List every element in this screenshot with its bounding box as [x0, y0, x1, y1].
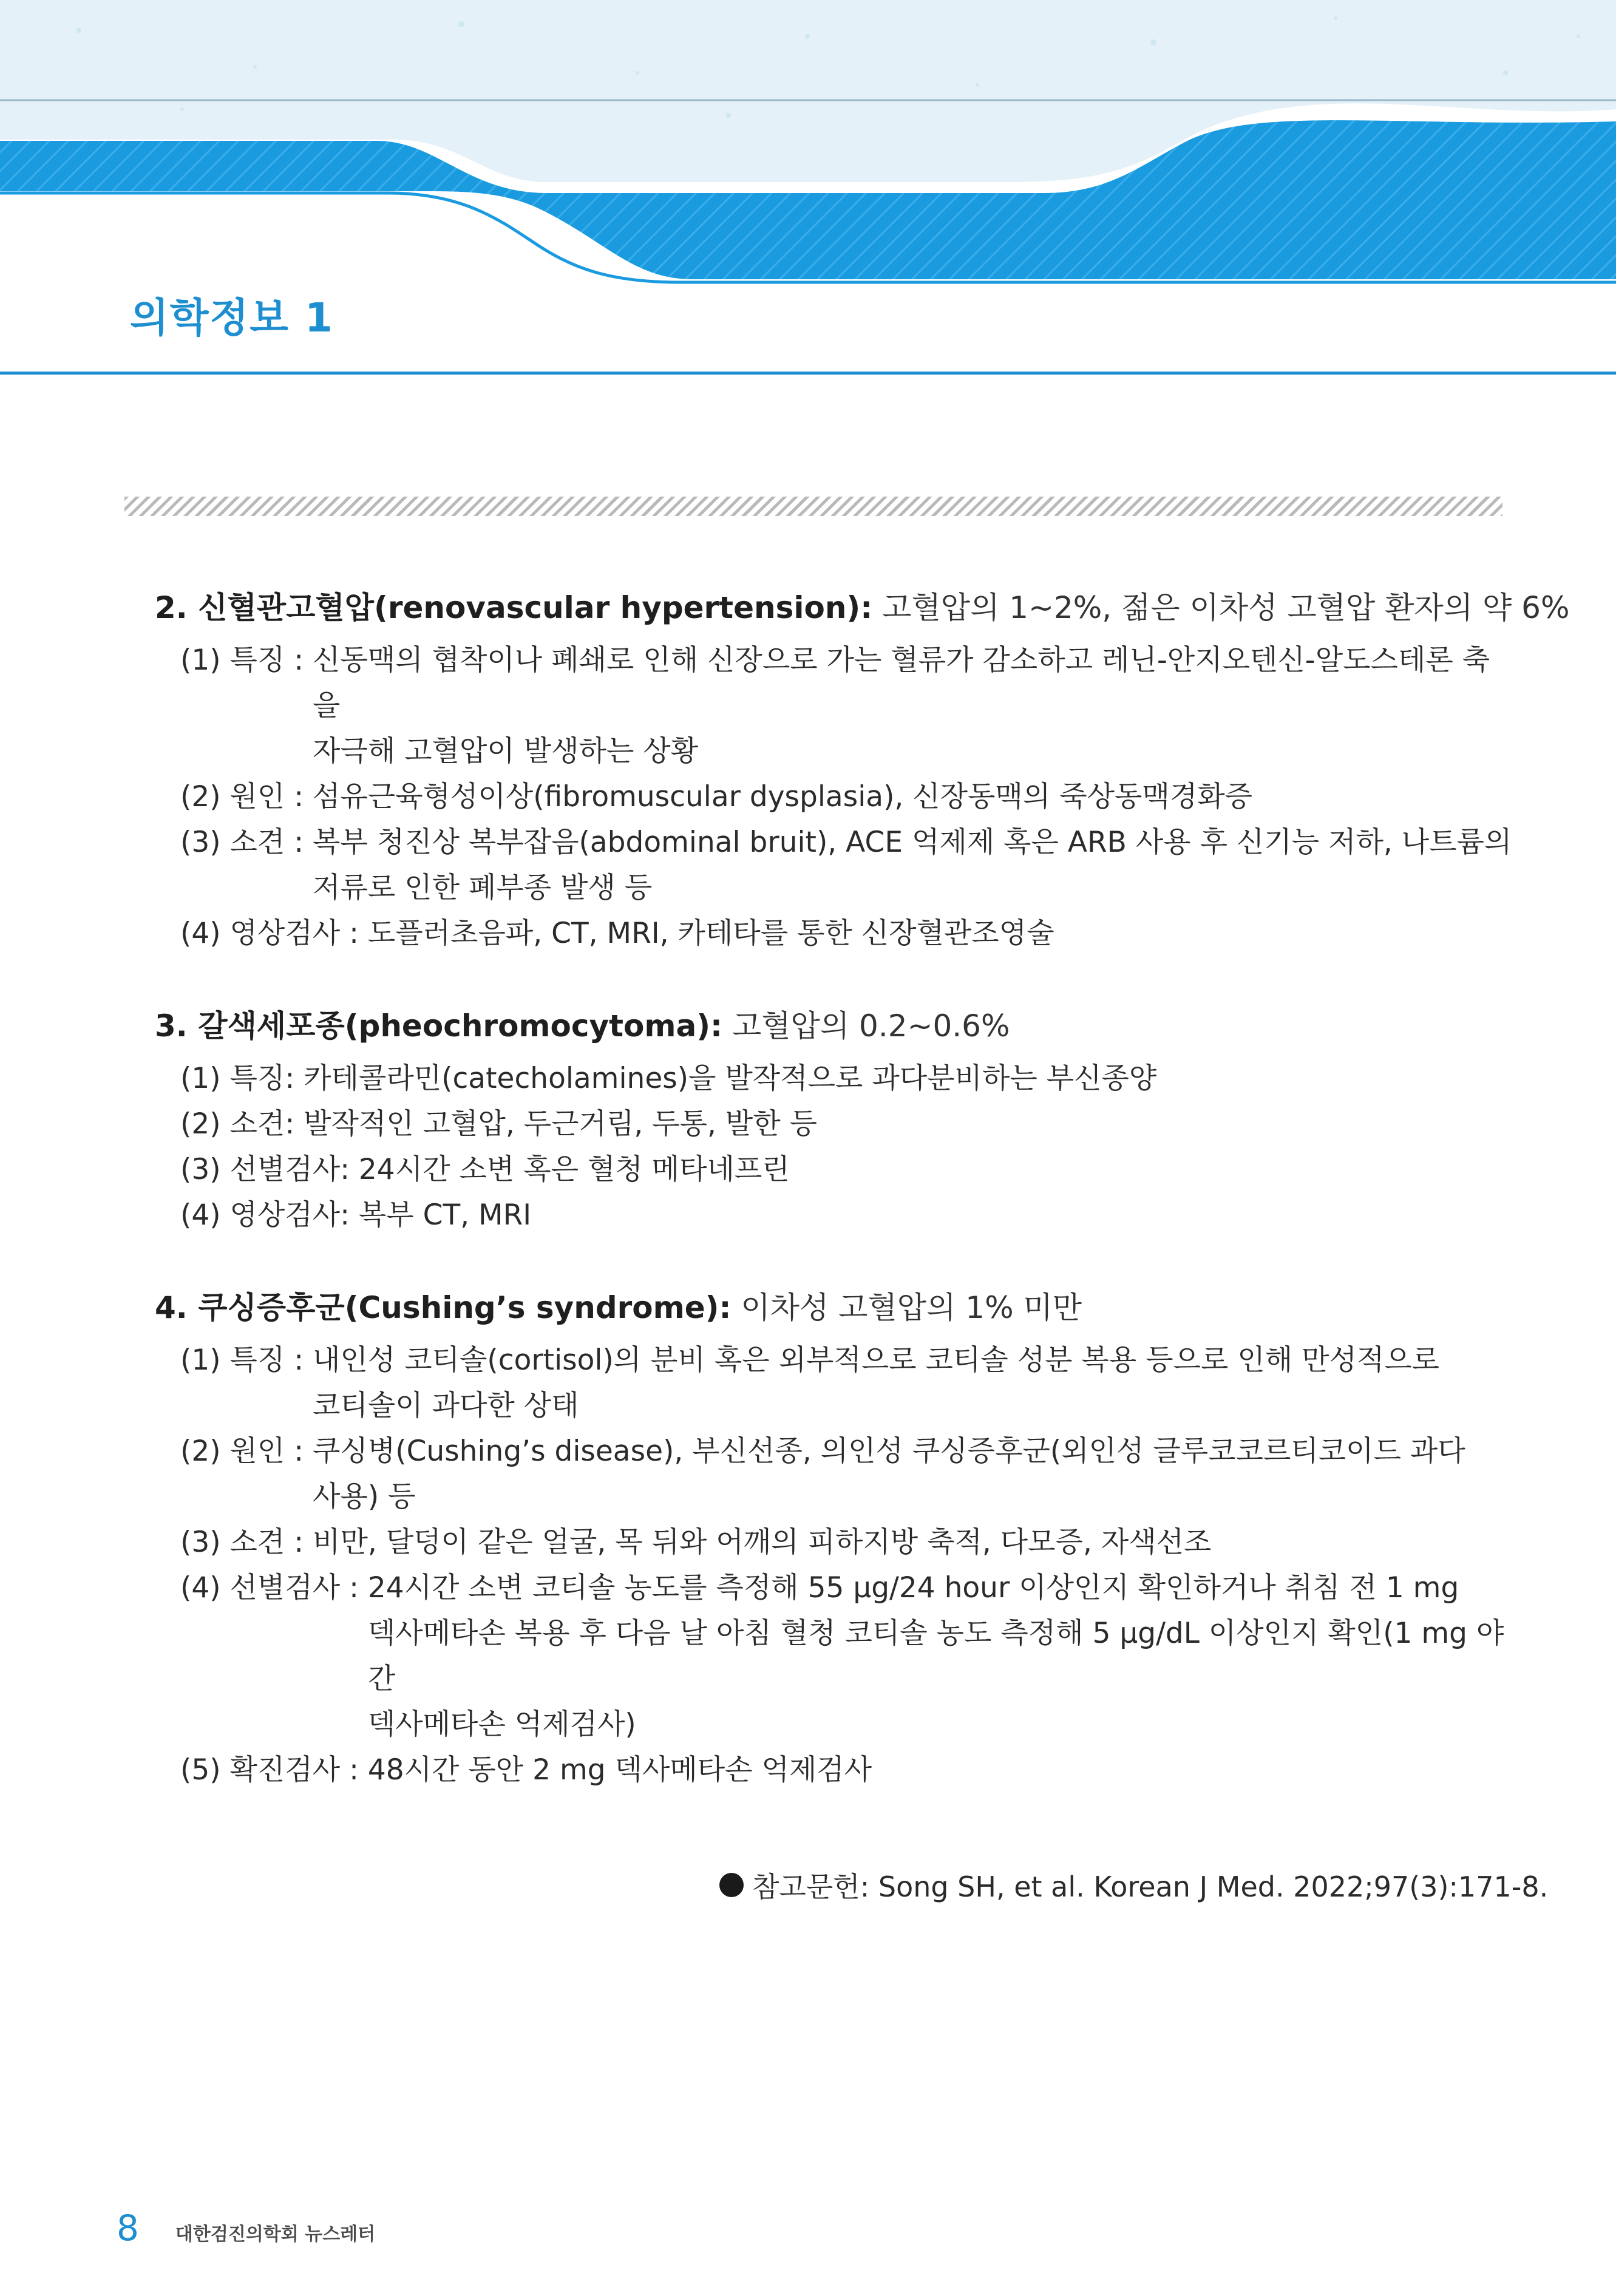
bullet-dot-icon [719, 1873, 744, 1897]
hatched-divider [124, 497, 1502, 516]
item-text: 복부 청진상 복부잡음(abdominal bruit), ACE 억제제 혹은 ARB 사용 후 신기능 저하, 나트륨의 저류로 인한 폐부종 발생 등 [313, 826, 1512, 905]
section-heading-title: 2. 신혈관고혈압(renovascular hypertension): [155, 590, 873, 625]
list-item [155, 1747, 1515, 1793]
item-text: 도플러초음파, CT, MRI, 카테타를 통한 신장혈관조영술 [367, 917, 1054, 950]
list-item [155, 911, 1515, 956]
item-label: (2) 소견: [180, 1107, 304, 1141]
item-text: 신동맥의 협착이나 폐쇄로 인해 신장으로 가는 혈류가 감소하고 레닌-안지오텐신-알도스테론 축을 자극해 고혈압이 발생하는 상황 [313, 644, 1490, 768]
section-cushing [155, 1283, 1515, 1793]
section-heading [155, 1283, 1515, 1333]
section-heading [155, 1001, 1515, 1051]
reference-text: 참고문헌: Song SH, et al. Korean J Med. 2022;97(3):171-8. [752, 1870, 1549, 1903]
section-heading [155, 583, 1570, 633]
item-label: (4) 선별검사 : [180, 1571, 368, 1605]
item-label: (1) 특징 : [180, 1343, 313, 1377]
list-item [155, 637, 1515, 774]
item-text: 48시간 동안 2 mg 덱사메타손 억제검사 [367, 1753, 872, 1787]
page-number: 8 [117, 2207, 139, 2249]
list-item [155, 1192, 1515, 1238]
item-text: 발작적인 고혈압, 두근거림, 두통, 발한 등 [304, 1107, 818, 1141]
item-text: 복부 CT, MRI [358, 1198, 532, 1232]
header-wave-banner [0, 0, 1616, 291]
publication-name: 대한검진의학회 뉴스레터 [175, 2224, 376, 2245]
item-label: (4) 영상검사 : [180, 917, 368, 950]
list-item [155, 1337, 1515, 1428]
list-item [155, 1428, 1515, 1520]
list-item [155, 1565, 1515, 1747]
list-item [155, 1056, 1515, 1101]
item-label: (3) 소견 : [180, 1526, 313, 1559]
section-heading-summary: 이차성 고혈압의 1% 미만 [731, 1290, 1082, 1325]
item-label: (1) 특징 : [180, 644, 313, 677]
section-heading-summary: 고혈압의 0.2~0.6% [722, 1008, 1010, 1044]
item-label: (3) 소견 : [180, 826, 313, 859]
item-label: (2) 원인 : [180, 780, 313, 813]
article-body [155, 583, 1570, 1838]
section-heading-title: 3. 갈색세포종(pheochromocytoma): [155, 1008, 723, 1044]
item-label: (2) 원인 : [180, 1435, 313, 1468]
list-item [155, 774, 1515, 820]
page-footer [117, 2207, 375, 2249]
list-item [155, 1520, 1515, 1565]
item-label: (3) 선별검사: [180, 1153, 359, 1186]
section-renovascular [155, 583, 1570, 956]
item-text: 24시간 소변 코티솔 농도를 측정해 55 μg/24 hour 이상인지 확인하거나 취침 전 1 mg 덱사메타손 복용 후 다음 날 아침 혈청 코티솔 농도 측정해 5 μg/dL 이상인지 확인(1 mg 야간 덱사메타손 억제검사) [367, 1571, 1504, 1741]
item-text: 쿠싱병(Cushing’s disease), 부신선종, 의인성 쿠싱증후군(외인성 글루코코르티코이드 과다 사용) 등 [313, 1435, 1465, 1513]
item-label: (1) 특징: [180, 1062, 304, 1095]
item-text: 24시간 소변 혹은 혈청 메타네프린 [358, 1153, 790, 1186]
item-text: 섬유근육형성이상(fibromuscular dysplasia), 신장동맥의 죽상동맥경화증 [313, 780, 1253, 813]
item-label: (5) 확진검사 : [180, 1753, 368, 1787]
section-heading-title: 4. 쿠싱증후군(Cushing’s syndrome): [155, 1290, 732, 1325]
item-text: 내인성 코티솔(cortisol)의 분비 혹은 외부적으로 코티솔 성분 복용 등으로 인해 만성적으로 코티솔이 과다한 상태 [313, 1343, 1440, 1422]
list-item [155, 1147, 1515, 1192]
item-text: 비만, 달덩이 같은 얼굴, 목 뒤와 어깨의 피하지방 축적, 다모증, 자색선조 [313, 1526, 1212, 1559]
title-divider [0, 372, 1616, 375]
reference-citation [719, 1865, 1548, 1905]
list-item [155, 1101, 1515, 1147]
list-item [155, 820, 1515, 911]
section-pheochromocytoma [155, 1001, 1515, 1238]
item-text: 카테콜라민(catecholamines)을 발작적으로 과다분비하는 부신종양 [304, 1062, 1157, 1095]
item-label: (4) 영상검사: [180, 1198, 359, 1232]
page-title: 의학정보 1 [130, 294, 334, 341]
section-heading-summary: 고혈압의 1~2%, 젊은 이차성 고혈압 환자의 약 6% [872, 590, 1570, 625]
